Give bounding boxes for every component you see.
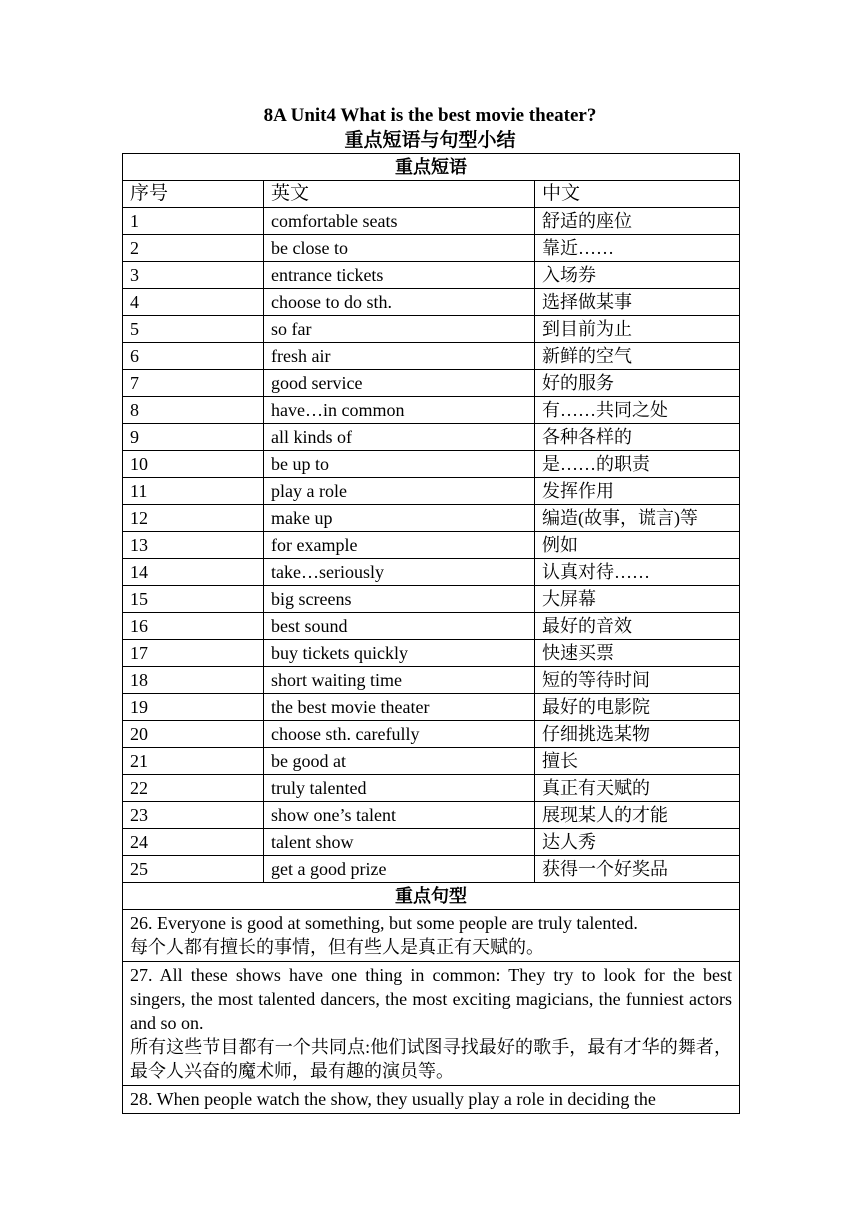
sentence-cell [123, 910, 740, 962]
phrase-english: choose to do sth. [264, 289, 535, 316]
phrase-row [123, 694, 740, 721]
phrase-english: best sound [264, 613, 535, 640]
phrase-english: play a role [264, 478, 535, 505]
phrases-section-header-row [123, 154, 740, 181]
phrase-number: 19 [123, 694, 264, 721]
phrase-chinese: 有……共同之处 [535, 397, 740, 424]
sentence-row [123, 910, 740, 962]
phrase-english: be up to [264, 451, 535, 478]
phrase-number: 25 [123, 856, 264, 883]
phrase-number: 21 [123, 748, 264, 775]
phrase-chinese: 靠近…… [535, 235, 740, 262]
phrase-row [123, 721, 740, 748]
phrase-english: for example [264, 532, 535, 559]
phrases-section-title: 重点短语 [123, 154, 740, 181]
phrase-english: have…in common [264, 397, 535, 424]
sentence-chinese: 所有这些节目都有一个共同点:他们试图寻找最好的歌手，最有才华的舞者，最令人兴奋的魔术师，最有趣的演员等。 [130, 1037, 733, 1081]
phrase-row [123, 397, 740, 424]
phrase-number: 10 [123, 451, 264, 478]
phrase-number: 5 [123, 316, 264, 343]
phrase-chinese: 大屏幕 [535, 586, 740, 613]
phrase-english: fresh air [264, 343, 535, 370]
phrase-chinese: 展现某人的才能 [535, 802, 740, 829]
phrase-english: good service [264, 370, 535, 397]
phrase-number: 12 [123, 505, 264, 532]
phrase-chinese: 新鲜的空气 [535, 343, 740, 370]
phrase-row [123, 208, 740, 235]
phrase-chinese: 短的等待时间 [535, 667, 740, 694]
phrase-number: 1 [123, 208, 264, 235]
column-header-english: 英文 [264, 181, 535, 208]
phrase-row [123, 424, 740, 451]
phrase-english: be good at [264, 748, 535, 775]
phrase-chinese: 最好的电影院 [535, 694, 740, 721]
sentence-row [123, 1086, 740, 1114]
phrase-number: 8 [123, 397, 264, 424]
phrase-chinese: 获得一个好奖品 [535, 856, 740, 883]
phrase-number: 6 [123, 343, 264, 370]
phrase-row [123, 802, 740, 829]
phrase-row [123, 748, 740, 775]
phrase-chinese: 好的服务 [535, 370, 740, 397]
phrase-number: 7 [123, 370, 264, 397]
phrase-chinese: 选择做某事 [535, 289, 740, 316]
phrase-chinese: 发挥作用 [535, 478, 740, 505]
phrase-number: 15 [123, 586, 264, 613]
phrase-english: all kinds of [264, 424, 535, 451]
phrase-number: 16 [123, 613, 264, 640]
phrase-row [123, 262, 740, 289]
phrase-english: choose sth. carefully [264, 721, 535, 748]
phrase-number: 23 [123, 802, 264, 829]
document-title: 8A Unit4 What is the best movie theater? [263, 105, 597, 126]
phrase-english: be close to [264, 235, 535, 262]
phrase-chinese: 仔细挑选某物 [535, 721, 740, 748]
phrase-english: talent show [264, 829, 535, 856]
phrase-row [123, 505, 740, 532]
phrase-chinese: 擅长 [535, 748, 740, 775]
phrase-number: 4 [123, 289, 264, 316]
phrase-chinese: 舒适的座位 [535, 208, 740, 235]
phrase-chinese: 是……的职责 [535, 451, 740, 478]
phrase-row [123, 613, 740, 640]
sentence-row [123, 962, 740, 1086]
sentence-english: 26. Everyone is good at something, but some people are truly talented. [130, 913, 638, 933]
sentences-section-header-row [123, 883, 740, 910]
phrase-chinese: 达人秀 [535, 829, 740, 856]
phrase-english: entrance tickets [264, 262, 535, 289]
phrase-english: the best movie theater [264, 694, 535, 721]
column-header-row [123, 181, 740, 208]
phrase-row [123, 667, 740, 694]
phrase-chinese: 到目前为止 [535, 316, 740, 343]
phrase-english: truly talented [264, 775, 535, 802]
phrase-number: 20 [123, 721, 264, 748]
phrase-row [123, 478, 740, 505]
phrase-chinese: 真正有天赋的 [535, 775, 740, 802]
sentence-chinese: 每个人都有擅长的事情，但有些人是真正有天赋的。 [130, 937, 544, 957]
phrase-number: 22 [123, 775, 264, 802]
phrase-row [123, 316, 740, 343]
phrase-row [123, 856, 740, 883]
phrase-number: 11 [123, 478, 264, 505]
phrase-row [123, 343, 740, 370]
sentences-section-title: 重点句型 [123, 883, 740, 910]
phrase-chinese: 入场券 [535, 262, 740, 289]
phrase-row [123, 775, 740, 802]
phrase-row [123, 532, 740, 559]
phrase-row [123, 235, 740, 262]
phrase-number: 14 [123, 559, 264, 586]
phrase-english: make up [264, 505, 535, 532]
summary-table [122, 153, 740, 1114]
document-subtitle: 重点短语与句型小结 [344, 130, 516, 151]
phrase-chinese: 例如 [535, 532, 740, 559]
phrase-english: so far [264, 316, 535, 343]
sentence-cell [123, 962, 740, 1086]
phrase-number: 9 [123, 424, 264, 451]
phrase-chinese: 编造(故事，谎言)等 [535, 505, 740, 532]
phrase-row [123, 829, 740, 856]
sentence-english: 27. All these shows have one thing in common: They try to look for the best singers, the most talented dancers, the most exciting magicians, the funniest actors and so on. [130, 965, 733, 1033]
phrase-english: get a good prize [264, 856, 535, 883]
sentence-english: 28. When people watch the show, they usually play a role in deciding the [130, 1089, 656, 1109]
phrase-number: 3 [123, 262, 264, 289]
sentence-cell [123, 1086, 740, 1114]
phrase-chinese: 最好的音效 [535, 613, 740, 640]
phrase-chinese: 快速买票 [535, 640, 740, 667]
phrase-number: 13 [123, 532, 264, 559]
column-header-chinese: 中文 [535, 181, 740, 208]
phrase-row [123, 640, 740, 667]
phrase-number: 18 [123, 667, 264, 694]
phrase-chinese: 各种各样的 [535, 424, 740, 451]
phrase-english: big screens [264, 586, 535, 613]
phrase-number: 17 [123, 640, 264, 667]
phrase-number: 2 [123, 235, 264, 262]
phrase-row [123, 451, 740, 478]
phrase-chinese: 认真对待…… [535, 559, 740, 586]
phrase-number: 24 [123, 829, 264, 856]
phrase-row [123, 559, 740, 586]
phrase-row [123, 370, 740, 397]
phrase-english: show one’s talent [264, 802, 535, 829]
phrase-row [123, 289, 740, 316]
column-header-number: 序号 [123, 181, 264, 208]
phrase-english: short waiting time [264, 667, 535, 694]
phrase-row [123, 586, 740, 613]
phrase-english: buy tickets quickly [264, 640, 535, 667]
phrase-english: comfortable seats [264, 208, 535, 235]
phrase-english: take…seriously [264, 559, 535, 586]
